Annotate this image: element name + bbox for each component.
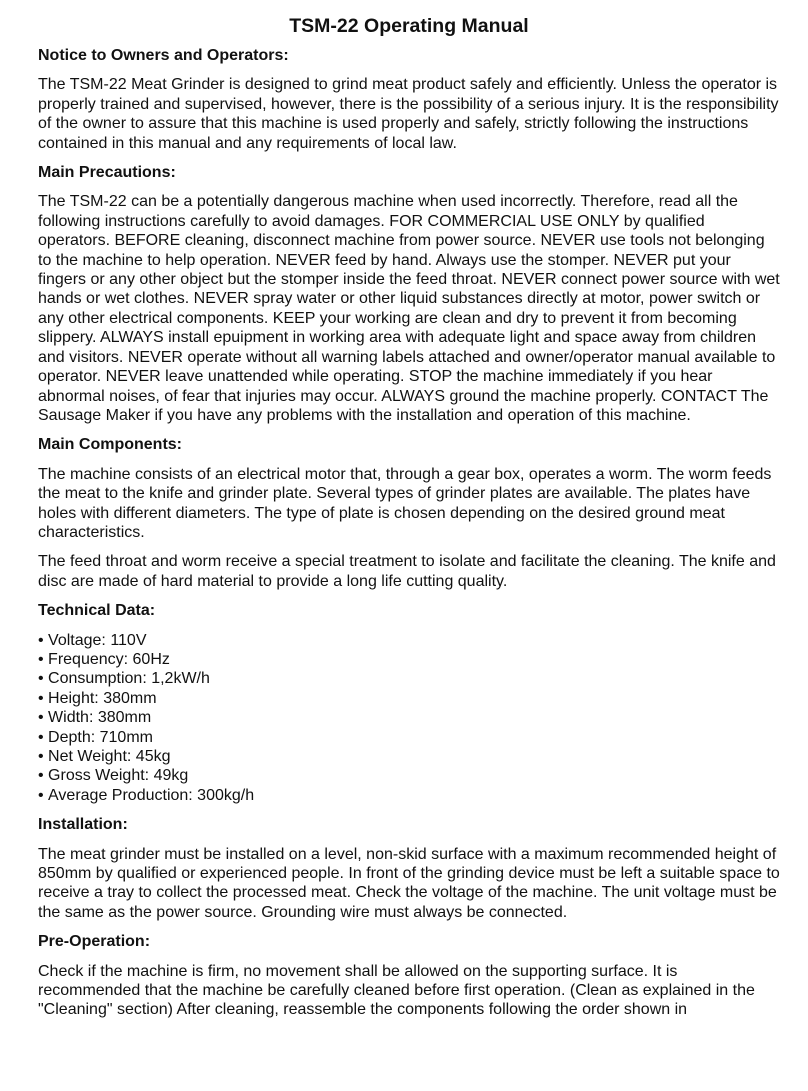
list-item: • Gross Weight: 49kg [38, 766, 780, 785]
technical-data-list [38, 631, 780, 806]
precautions-paragraph: The TSM-22 can be a potentially dangerous machine when used incorrectly. Therefore, read all the following instructions carefully to avoid damages. FOR COMMERCIAL USE ONLY by qualified operators. BEFORE cleaning, disconnect machine from power source. NEVER use tools not belonging to the machine to help operation. NEVER feed by hand. Always use the stomper. NEVER put your fingers or any other object but the stomper inside the feed throat. NEVER connect power source with wet hands or wet clothes. NEVER spray water or other liquid substances directly at motor, power switch or any other electrical components. KEEP your working are clean and dry to prevent it from becoming slippery. ALWAYS install epuipment in working area with adequate light and space away from children and visitors. NEVER operate without all warning labels attached and owner/operator manual available to operator. NEVER leave unattended while operating. STOP the machine immediately if you hear abnormal noises, of fear that injuries may occur. ALWAYS ground the machine properly. CONTACT The Sausage Maker if you have any problems with the installation and operation of this machine. [38, 193, 780, 424]
notice-paragraph: The TSM-22 Meat Grinder is designed to grind meat product safely and efficiently. Unless the operator is properly trained and supervised, however, there is the possibility of a serious injury. It is the responsibility of the owner to assure that this machine is used properly and safely, strictly following the instructions contained in this manual and any requirements of local law. [38, 76, 779, 152]
notice-heading: Notice to Owners and Operators: [38, 47, 289, 64]
components-heading: Main Components: [38, 436, 182, 454]
list-item: • Frequency: 60Hz [38, 650, 780, 669]
preoperation-heading: Pre-Operation: [38, 933, 151, 951]
list-item: • Height: 380mm [38, 689, 780, 708]
list-item: • Net Weight: 45kg [38, 747, 780, 766]
list-item: • Voltage: 110V [38, 631, 780, 650]
technical-heading: Technical Data: [38, 602, 156, 620]
page-title: TSM-22 Operating Manual [289, 15, 529, 37]
list-item: • Width: 380mm [38, 708, 780, 727]
components-paragraph-2: The feed throat and worm receive a special treatment to isolate and facilitate the cleaning. The knife and disc are made of hard material to provide a long life cutting quality. [38, 553, 776, 590]
list-item: • Average Production: 300kg/h [38, 786, 780, 805]
installation-heading: Installation: [38, 816, 128, 834]
installation-paragraph: The meat grinder must be installed on a level, non-skid surface with a maximum recommended height of 850mm by qualified or experienced people. In front of the grinding device must be left a suitable space to receive a tray to collect the processed meat. Check the voltage of the machine. The unit voltage must be the same as the power source. Grounding wire must always be connected. [38, 845, 780, 921]
preoperation-paragraph: Check if the machine is firm, no movement shall be allowed on the supporting surface. It is recommended that the machine be carefully cleaned before first operation. (Clean as explained in the "Cleaning" section) After cleaning, reassemble the components following the order shown in [38, 962, 755, 1019]
components-paragraph-1: The machine consists of an electrical motor that, through a gear box, operates a worm. The worm feeds the meat to the knife and grinder plate. Several types of grinder plates are available. The plates have holes with different diameters. The type of plate is chosen depending on the desired ground meat characteristics. [38, 465, 772, 541]
precautions-heading: Main Precautions: [38, 164, 176, 182]
list-item: • Depth: 710mm [38, 728, 780, 747]
list-item: • Consumption: 1,2kW/h [38, 669, 780, 688]
